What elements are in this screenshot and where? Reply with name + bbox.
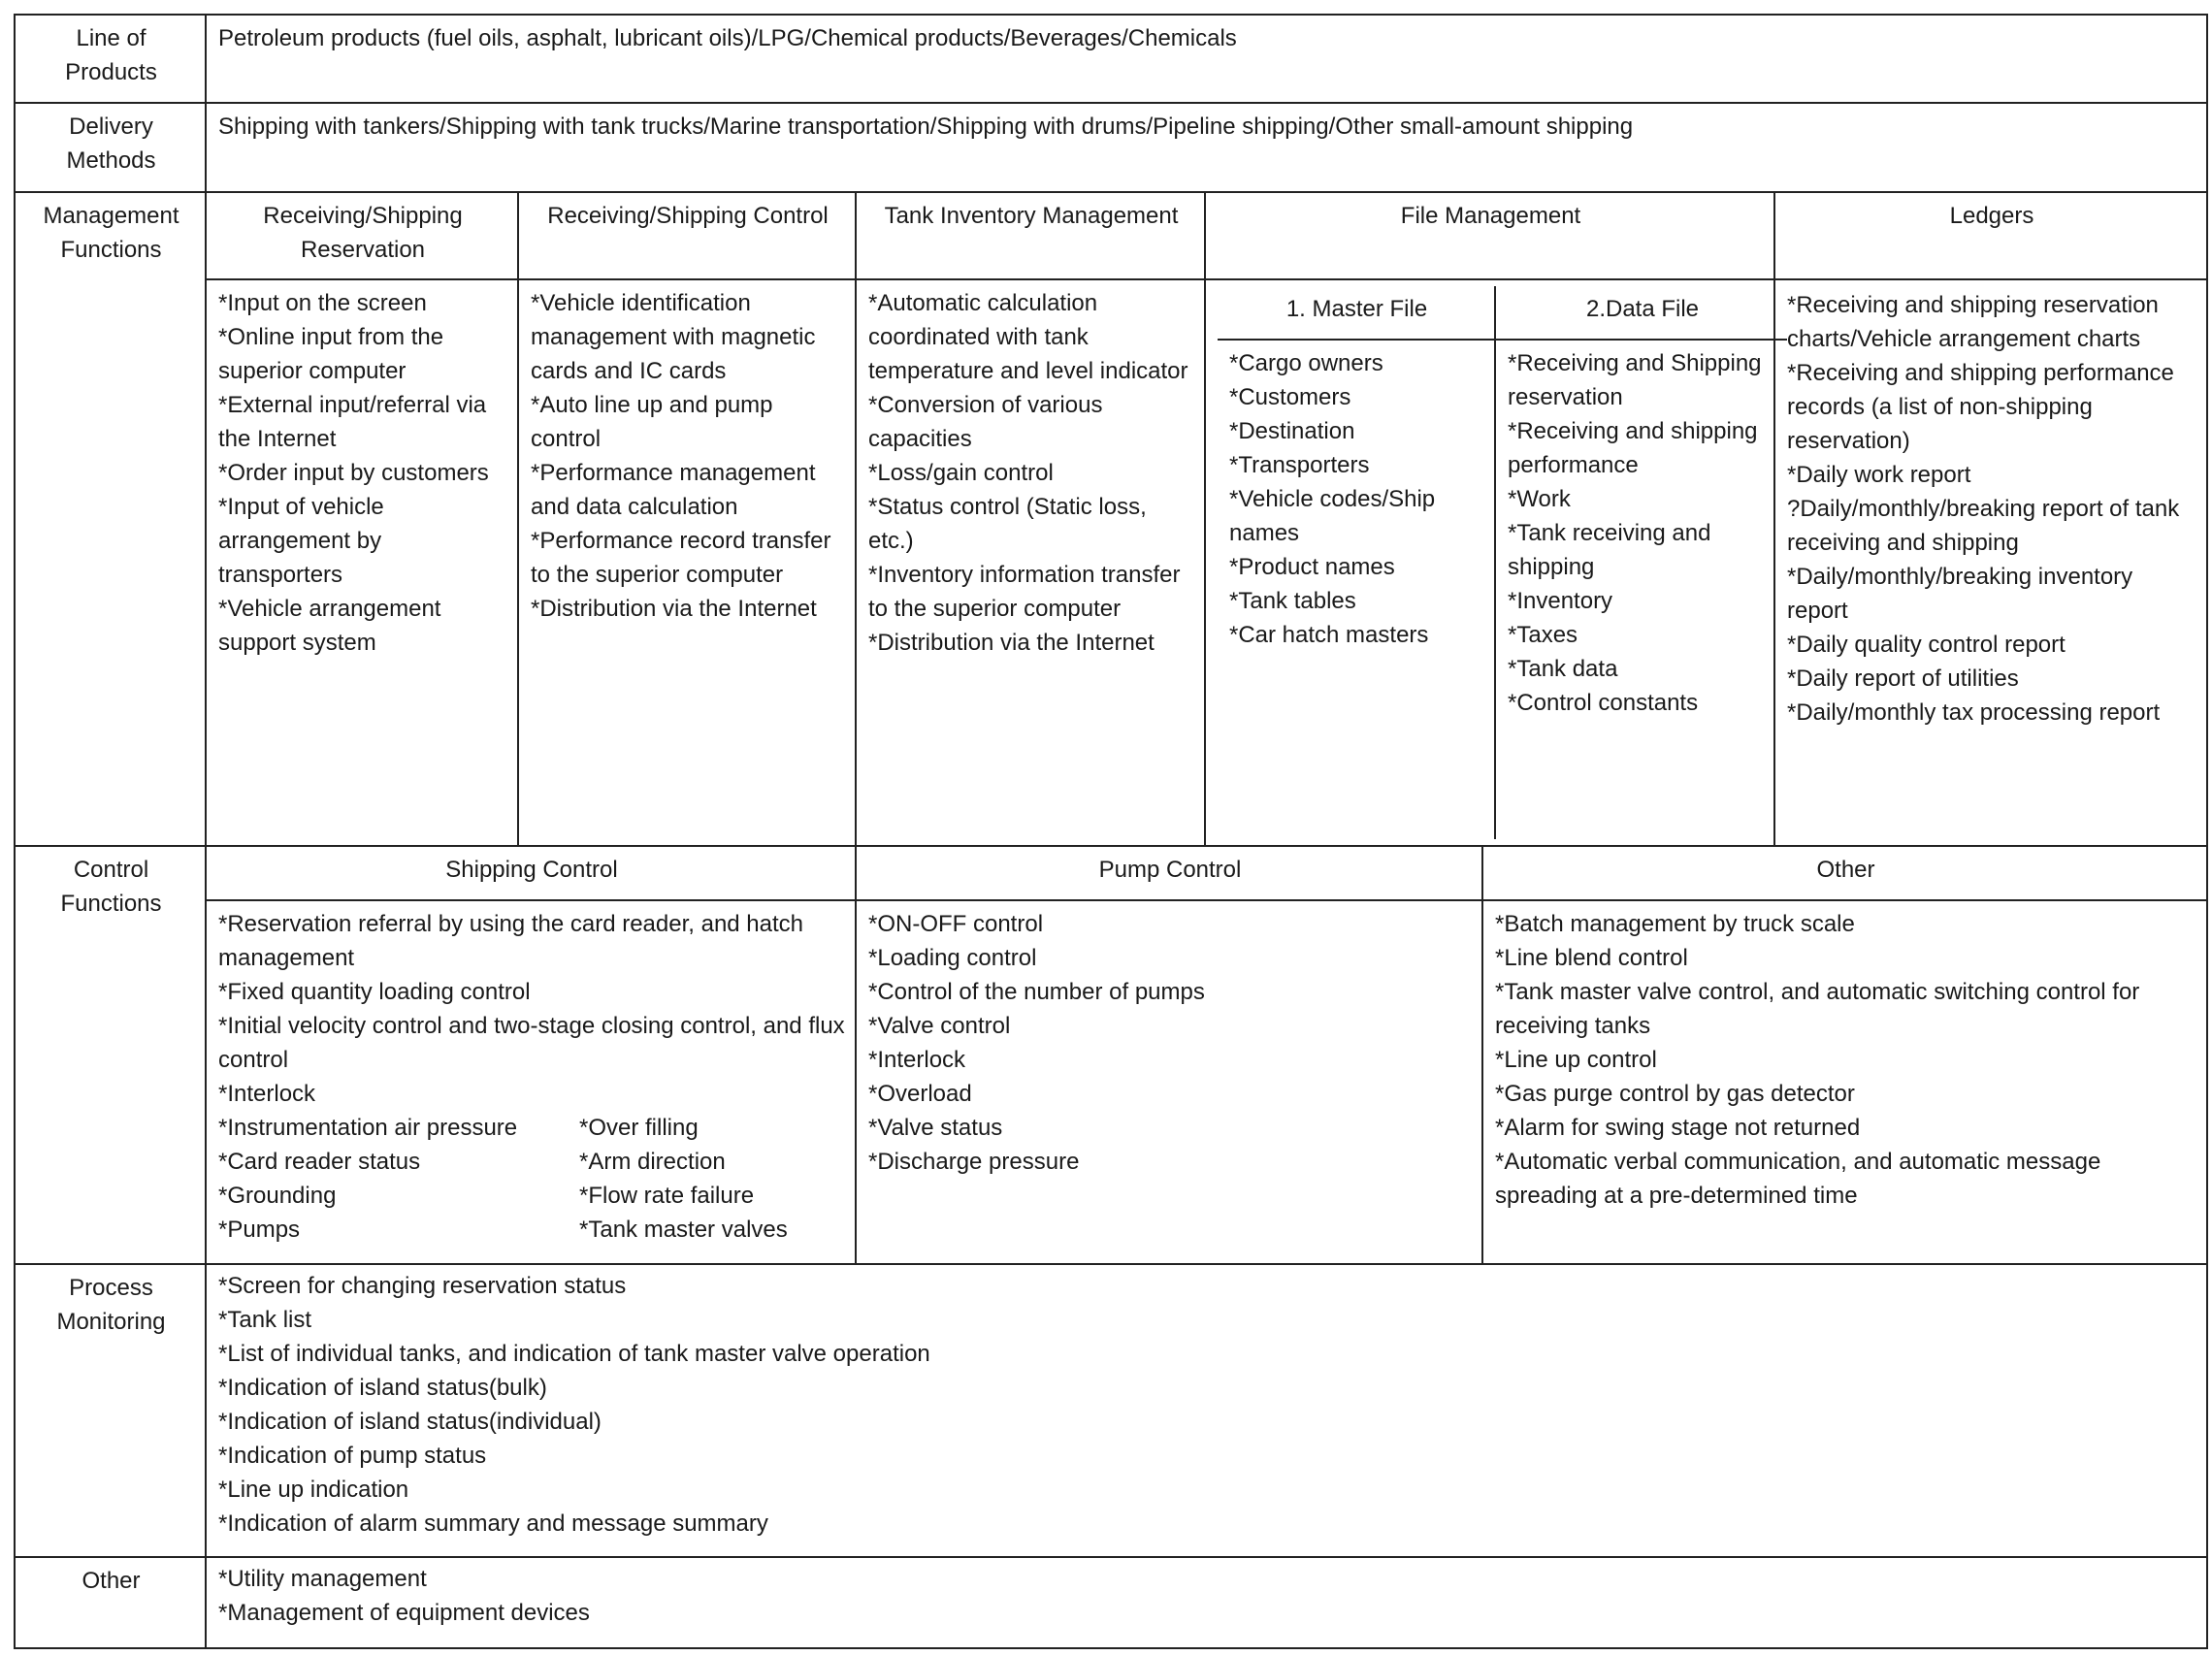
functions-table (14, 14, 2208, 1649)
process-monitoring-item: *Indication of island status(individual) (218, 1409, 602, 1435)
header-receiving-shipping-reservation: Receiving/Shipping Reservation (206, 192, 518, 279)
pump-control-item: *Discharge pressure (868, 1149, 1080, 1175)
cell-control-other (1482, 900, 2207, 1264)
cell-ledgers (1774, 279, 2207, 846)
shipping-control-pair-row (218, 1145, 845, 1179)
receiving-control-item-list (531, 286, 845, 626)
data-file-item: *Control constants (1508, 690, 1699, 716)
process-monitoring-item-list (218, 1269, 2196, 1541)
cell-receiving-shipping-reservation (206, 279, 518, 846)
cell-process-monitoring (206, 1264, 2207, 1557)
ledger-item: *Daily/monthly/breaking inventory report (1787, 564, 2133, 624)
shipping-control-item: *Over filling (579, 1115, 699, 1141)
data-file-item-list (1508, 346, 1777, 720)
tank-inventory-item-list (868, 286, 1194, 660)
control-other-item: *Batch management by truck scale (1495, 911, 1855, 937)
ledger-item: *Daily report of utilities (1787, 666, 2019, 692)
cell-other (206, 1557, 2207, 1648)
shipping-control-item: *Card reader status (218, 1149, 421, 1175)
data-file-item: *Tank data (1508, 656, 1618, 682)
process-monitoring-item: *Indication of pump status (218, 1443, 487, 1469)
reservation-item-list (218, 286, 507, 660)
pump-control-item: *Overload (868, 1081, 972, 1107)
process-monitoring-item: *List of individual tanks, and indication of tank master valve operation (218, 1341, 930, 1367)
pump-control-item: *Interlock (868, 1047, 966, 1073)
header-master-file: 1. Master File (1218, 286, 1495, 340)
reservation-item: *Online input from the superior computer (218, 324, 444, 384)
header-receiving-shipping-control: Receiving/Shipping Control (518, 192, 856, 279)
process-monitoring-item: *Indication of alarm summary and message summary (218, 1510, 768, 1537)
row-label-other: Other (15, 1557, 206, 1648)
cell-tank-inventory-management (856, 279, 1205, 846)
tank-inventory-item: *Loss/gain control (868, 460, 1054, 486)
pump-control-item: *ON-OFF control (868, 911, 1044, 937)
reservation-item: *External input/referral via the Internet (218, 392, 487, 452)
data-file-item: *Work (1508, 486, 1571, 512)
shipping-control-item: *Pumps (218, 1217, 301, 1243)
control-other-item: *Tank master valve control, and automatic switching control for receiving tanks (1495, 979, 2140, 1039)
process-monitoring-item: *Indication of island status(bulk) (218, 1375, 547, 1401)
shipping-control-pairs (218, 1111, 845, 1247)
header-pump-control: Pump Control (856, 846, 1482, 900)
cell-master-file (1218, 340, 1495, 839)
shipping-control-pair-row (218, 1111, 845, 1145)
shipping-control-item: *Grounding (218, 1183, 337, 1209)
row-label-line-of-products: Line of Products (15, 15, 206, 103)
ledger-item-list (1787, 288, 2196, 730)
ledger-item: *Daily quality control report (1787, 632, 2066, 658)
master-file-item: *Tank tables (1229, 588, 1356, 614)
reservation-item: *Vehicle arrangement support system (218, 596, 441, 656)
process-monitoring-item: *Screen for changing reservation status (218, 1273, 627, 1299)
header-ledgers: Ledgers (1774, 192, 2207, 279)
pump-control-item-list (868, 907, 1472, 1179)
ledger-item: *Receiving and shipping performance records (a list of non-shipping reservation) (1787, 360, 2174, 454)
shipping-control-pair-row (218, 1179, 845, 1213)
cell-file-management (1205, 279, 1774, 846)
master-file-item: *Product names (1229, 554, 1395, 580)
process-monitoring-item: *Tank list (218, 1307, 312, 1333)
receiving-control-item: *Auto line up and pump control (531, 392, 773, 452)
tank-inventory-item: *Conversion of various capacities (868, 392, 1103, 452)
reservation-item: *Input of vehicle arrangement by transporters (218, 494, 384, 588)
shipping-control-item: *Initial velocity control and two-stage closing control, and flux control (218, 1013, 845, 1073)
cell-receiving-shipping-control (518, 279, 856, 846)
master-file-item: *Vehicle codes/Ship names (1229, 486, 1436, 546)
pump-control-item: *Valve control (868, 1013, 1011, 1039)
reservation-item: *Order input by customers (218, 460, 489, 486)
receiving-control-item: *Performance record transfer to the superior computer (531, 528, 831, 588)
header-shipping-control: Shipping Control (206, 846, 856, 900)
master-file-item: *Cargo owners (1229, 350, 1383, 376)
shipping-control-item: *Reservation referral by using the card reader, and hatch management (218, 911, 804, 971)
pump-control-item: *Control of the number of pumps (868, 979, 1205, 1005)
shipping-control-pair-row (218, 1213, 845, 1247)
data-file-item: *Inventory (1508, 588, 1613, 614)
shipping-control-item: *Instrumentation air pressure (218, 1115, 518, 1141)
master-file-item: *Destination (1229, 418, 1355, 444)
cell-shipping-control (206, 900, 856, 1264)
receiving-control-item: *Vehicle identification management with magnetic cards and IC cards (531, 290, 816, 384)
master-file-item-list (1229, 346, 1484, 652)
header-control-other: Other (1482, 846, 2207, 900)
data-file-item: *Taxes (1508, 622, 1578, 648)
master-file-item: *Transporters (1229, 452, 1370, 478)
ledger-item: *Daily/monthly tax processing report (1787, 699, 2161, 726)
shipping-control-item: *Fixed quantity loading control (218, 979, 531, 1005)
row-delivery-methods (15, 103, 2207, 192)
shipping-control-item: *Interlock (218, 1081, 316, 1107)
control-other-item: *Line blend control (1495, 945, 1688, 971)
tank-inventory-item: *Distribution via the Internet (868, 630, 1155, 656)
cell-data-file (1495, 340, 1787, 839)
row-label-process-monitoring: Process Monitoring (15, 1264, 206, 1557)
data-file-item: *Tank receiving and shipping (1508, 520, 1711, 580)
data-file-item: *Receiving and shipping performance (1508, 418, 1758, 478)
data-file-item: *Receiving and Shipping reservation (1508, 350, 1762, 410)
shipping-control-item: *Arm direction (579, 1149, 726, 1175)
ledger-item: ?Daily/monthly/breaking report of tank receiving and shipping (1787, 496, 2180, 556)
header-tank-inventory-management: Tank Inventory Management (856, 192, 1205, 279)
control-other-item: *Gas purge control by gas detector (1495, 1081, 1855, 1107)
row-process-monitoring (15, 1264, 2207, 1557)
row-management-body (15, 279, 2207, 846)
row-control-body (15, 900, 2207, 1264)
master-file-item: *Customers (1229, 384, 1351, 410)
row-management-headers (15, 192, 2207, 279)
header-file-management: File Management (1205, 192, 1774, 279)
ledger-item: *Receiving and shipping reservation charts/Vehicle arrangement charts (1787, 292, 2159, 352)
other-item: *Management of equipment devices (218, 1600, 590, 1626)
shipping-control-item-list (218, 907, 845, 1111)
delivery-methods-text: Shipping with tankers/Shipping with tank trucks/Marine transportation/Shipping with drums/Pipeline shipping/Other small-amount shipping (206, 103, 2207, 192)
functions-table-sheet (14, 14, 2206, 1647)
receiving-control-item: *Distribution via the Internet (531, 596, 817, 622)
file-management-subtable (1218, 286, 1787, 839)
control-other-item: *Alarm for swing stage not returned (1495, 1115, 1861, 1141)
master-file-item: *Car hatch masters (1229, 622, 1429, 648)
control-other-item-list (1495, 907, 2196, 1213)
pump-control-item: *Loading control (868, 945, 1037, 971)
row-line-of-products (15, 15, 2207, 103)
row-label-management-functions: Management Functions (15, 192, 206, 846)
cell-pump-control (856, 900, 1482, 1264)
tank-inventory-item: *Inventory information transfer to the superior computer (868, 562, 1181, 622)
shipping-control-item: *Tank master valves (579, 1217, 788, 1243)
receiving-control-item: *Performance management and data calculation (531, 460, 816, 520)
other-item: *Utility management (218, 1566, 427, 1592)
row-label-delivery-methods: Delivery Methods (15, 103, 206, 192)
tank-inventory-item: *Status control (Static loss, etc.) (868, 494, 1147, 554)
pump-control-item: *Valve status (868, 1115, 1003, 1141)
control-other-item: *Automatic verbal communication, and automatic message spreading at a pre-determined time (1495, 1149, 2101, 1209)
header-data-file: 2.Data File (1495, 286, 1787, 340)
tank-inventory-item: *Automatic calculation coordinated with tank temperature and level indicator (868, 290, 1188, 384)
row-other (15, 1557, 2207, 1648)
ledger-item: *Daily work report (1787, 462, 1971, 488)
process-monitoring-item: *Line up indication (218, 1477, 409, 1503)
line-of-products-text: Petroleum products (fuel oils, asphalt, lubricant oils)/LPG/Chemical products/Beverages/Chemicals (206, 15, 2207, 103)
control-other-item: *Line up control (1495, 1047, 1657, 1073)
shipping-control-item: *Flow rate failure (579, 1183, 755, 1209)
row-label-control-functions: Control Functions (15, 846, 206, 1264)
row-control-headers (15, 846, 2207, 900)
reservation-item: *Input on the screen (218, 290, 427, 316)
other-item-list (218, 1562, 2196, 1630)
